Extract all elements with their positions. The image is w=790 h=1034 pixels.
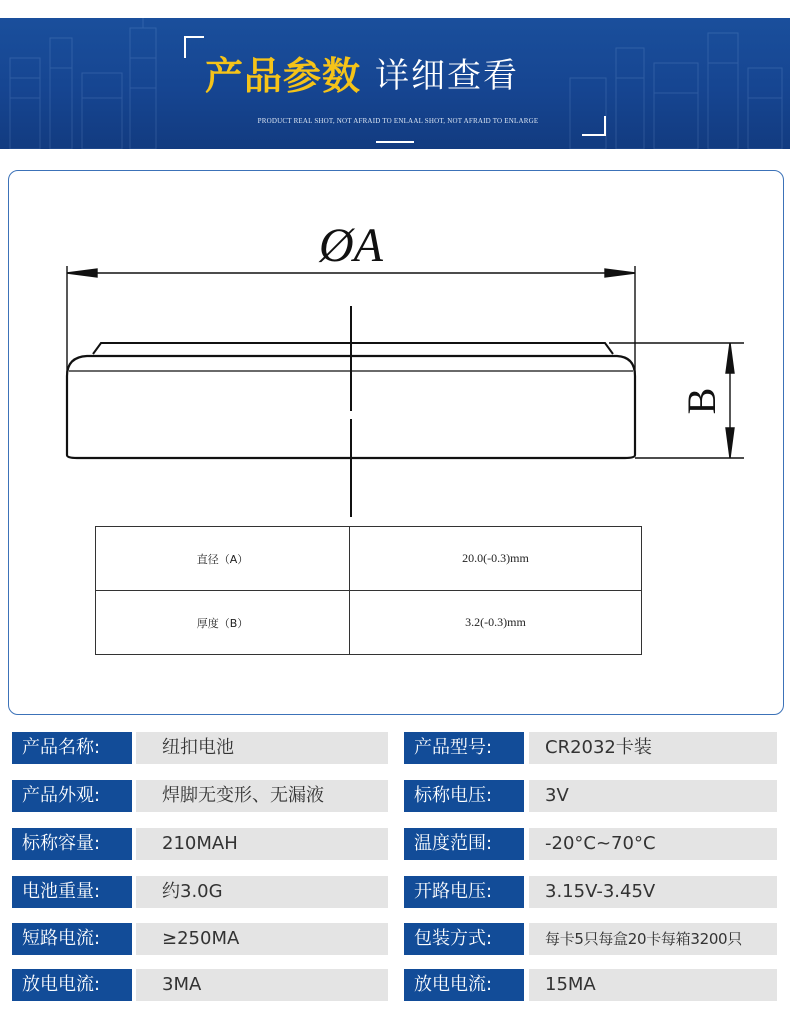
spec-label: 温度范围:: [404, 828, 524, 860]
spec-value: CR2032卡装: [529, 732, 777, 764]
corner-bracket-bottom-right: [582, 116, 606, 136]
spec-row: [0, 828, 790, 860]
table-row: [96, 591, 642, 655]
thickness-arrow-bottom: [726, 428, 734, 458]
spec-value: 约3.0G: [136, 876, 388, 908]
corner-bracket-top-left: [184, 36, 204, 58]
dimension-value: 20.0(-0.3)mm: [350, 527, 642, 591]
thickness-symbol: B: [679, 387, 724, 415]
spec-row: [0, 969, 790, 1001]
spec-label: 放电电流:: [404, 969, 524, 1001]
spec-row: [0, 876, 790, 908]
spec-row: [0, 923, 790, 955]
spec-label: 放电电流:: [12, 969, 132, 1001]
table-row: [96, 527, 642, 591]
spec-value: ≥250MA: [136, 923, 388, 955]
spec-label: 短路电流:: [12, 923, 132, 955]
dimension-label: 直径（A）: [96, 527, 350, 591]
spec-value: 15MA: [529, 969, 777, 1001]
battery-top-cap: [93, 343, 613, 354]
header-banner: [0, 18, 790, 149]
spec-value: 210MAH: [136, 828, 388, 860]
spec-value: 焊脚无变形、无漏液: [136, 780, 388, 812]
spec-label: 产品名称:: [12, 732, 132, 764]
spec-label: 标称容量:: [12, 828, 132, 860]
spec-value: 3.15V-3.45V: [529, 876, 777, 908]
diameter-symbol: ØA: [319, 219, 383, 272]
banner-subtitle: PRODUCT REAL SHOT, NOT AFRAID TO ENLAAL SHOT, NOT AFRAID TO ENLARGE: [257, 117, 539, 125]
banner-title-light: 详细查看: [375, 55, 520, 96]
spec-label: 标称电压:: [404, 780, 524, 812]
spec-row: [0, 780, 790, 812]
spec-label: 包装方式:: [404, 923, 524, 955]
thickness-arrow-top: [726, 343, 734, 373]
dimension-label: 厚度（B）: [96, 591, 350, 655]
banner-title: [205, 44, 605, 100]
city-skyline-left-decoration: [0, 18, 190, 149]
diameter-arrow-left: [67, 269, 97, 277]
banner-title-strong: 产品参数: [205, 53, 362, 98]
banner-divider: [376, 141, 414, 143]
spec-value: 纽扣电池: [136, 732, 388, 764]
spec-value: 3V: [529, 780, 777, 812]
spec-label: 产品外观:: [12, 780, 132, 812]
spec-label: 产品型号:: [404, 732, 524, 764]
diameter-arrow-right: [605, 269, 635, 277]
dimension-value: 3.2(-0.3)mm: [350, 591, 642, 655]
dimension-diagram-panel: [8, 170, 784, 715]
spec-label: 开路电压:: [404, 876, 524, 908]
spec-label: 电池重量:: [12, 876, 132, 908]
spec-value: 每卡5只每盒20卡每箱3200只: [529, 923, 777, 955]
spec-value: 3MA: [136, 969, 388, 1001]
spec-row: [0, 732, 790, 764]
dimension-table: [95, 526, 642, 655]
spec-value: -20°C~70°C: [529, 828, 777, 860]
